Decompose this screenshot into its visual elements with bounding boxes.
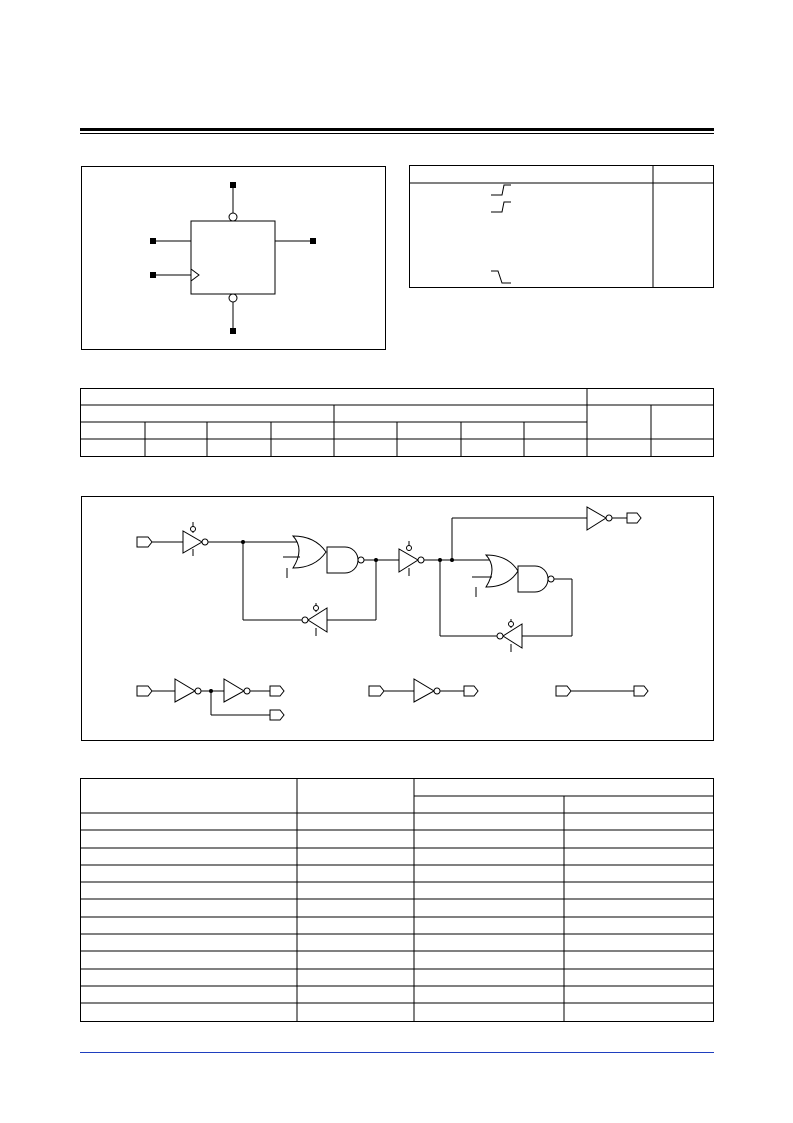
header-rule-thin [80, 133, 714, 134]
truth-table-frame [409, 165, 714, 288]
pin-table-frame [80, 388, 714, 457]
spec-table-frame [80, 778, 714, 1022]
logic-diagram-panel [81, 496, 714, 741]
header-rule-thick [80, 128, 714, 131]
footer-rule [80, 1052, 714, 1053]
block-diagram-panel [81, 166, 386, 350]
